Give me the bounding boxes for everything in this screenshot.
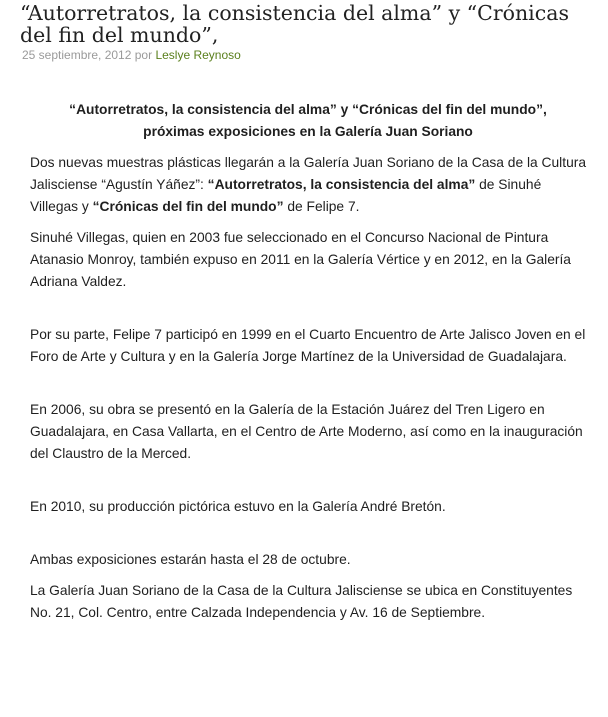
paragraph-felipe: Por su parte, Felipe 7 participó en 1999 en el Cuarto Encuentro de Arte Jalisco Joven en el Foro de Arte y Cultura y en la Galería Jorge Martínez de la Universidad de Guadalajara. [30,327,586,364]
author-link[interactable]: Leslye Reynoso [155,48,241,62]
headline-line-1: “Autorretratos, la consistencia del alma” y “Crónicas del fin del mundo”, [69,102,547,117]
paragraph-intro-text-c: de Felipe 7. [283,199,360,214]
paragraph-2006: En 2006, su obra se presentó en la Galería de la Estación Juárez del Tren Ligero en Guadalajara, en Casa Vallarta, en el Centro de Arte Moderno, así como en la inauguración del Claustro de la Merced. [30,402,583,461]
blog-post [0,0,608,63]
post-by-label: por [134,48,153,62]
post-meta [0,48,608,63]
article-body [30,99,586,633]
exhibition-title-2: “Crónicas del fin del mundo” [92,199,284,214]
post-title[interactable]: “Autorretratos, la consistencia del alma” y “Crónicas del fin del mundo”, [20,1,569,47]
exhibition-title-1: “Autorretratos, la consistencia del alma” [207,177,476,192]
article-headline [30,99,586,143]
paragraph-2010: En 2010, su producción pictórica estuvo en la Galería André Bretón. [30,499,446,514]
paragraph-location: La Galería Juan Soriano de la Casa de la Cultura Jalisciense se ubica en Constituyentes No. 21, Col. Centro, entre Calzada Independencia y Av. 16 de Septiembre. [30,583,573,620]
paragraph-intro-text-a: Dos nuevas muestras plásticas llegarán a la Galería Juan Soriano de la Casa de la Cultura Jalisciense “Agustín Yáñez”: [30,155,587,192]
paragraph-sinuhe: Sinuhé Villegas, quien en 2003 fue seleccionado en el Concurso Nacional de Pintura Atanasio Monroy, también expuso en 2011 en la Galería Vértice y en 2012, en la Galería Adriana Valdez. [30,230,571,289]
headline-line-2: próximas exposiciones en la Galería Juan Soriano [143,124,473,139]
paragraph-intro [30,152,586,218]
post-date: 25 septiembre, 2012 [22,48,132,62]
paragraph-dates: Ambas exposiciones estarán hasta el 28 de octubre. [30,552,351,567]
paragraph-intro-text-b: de Sinuhé Villegas y [30,177,542,214]
